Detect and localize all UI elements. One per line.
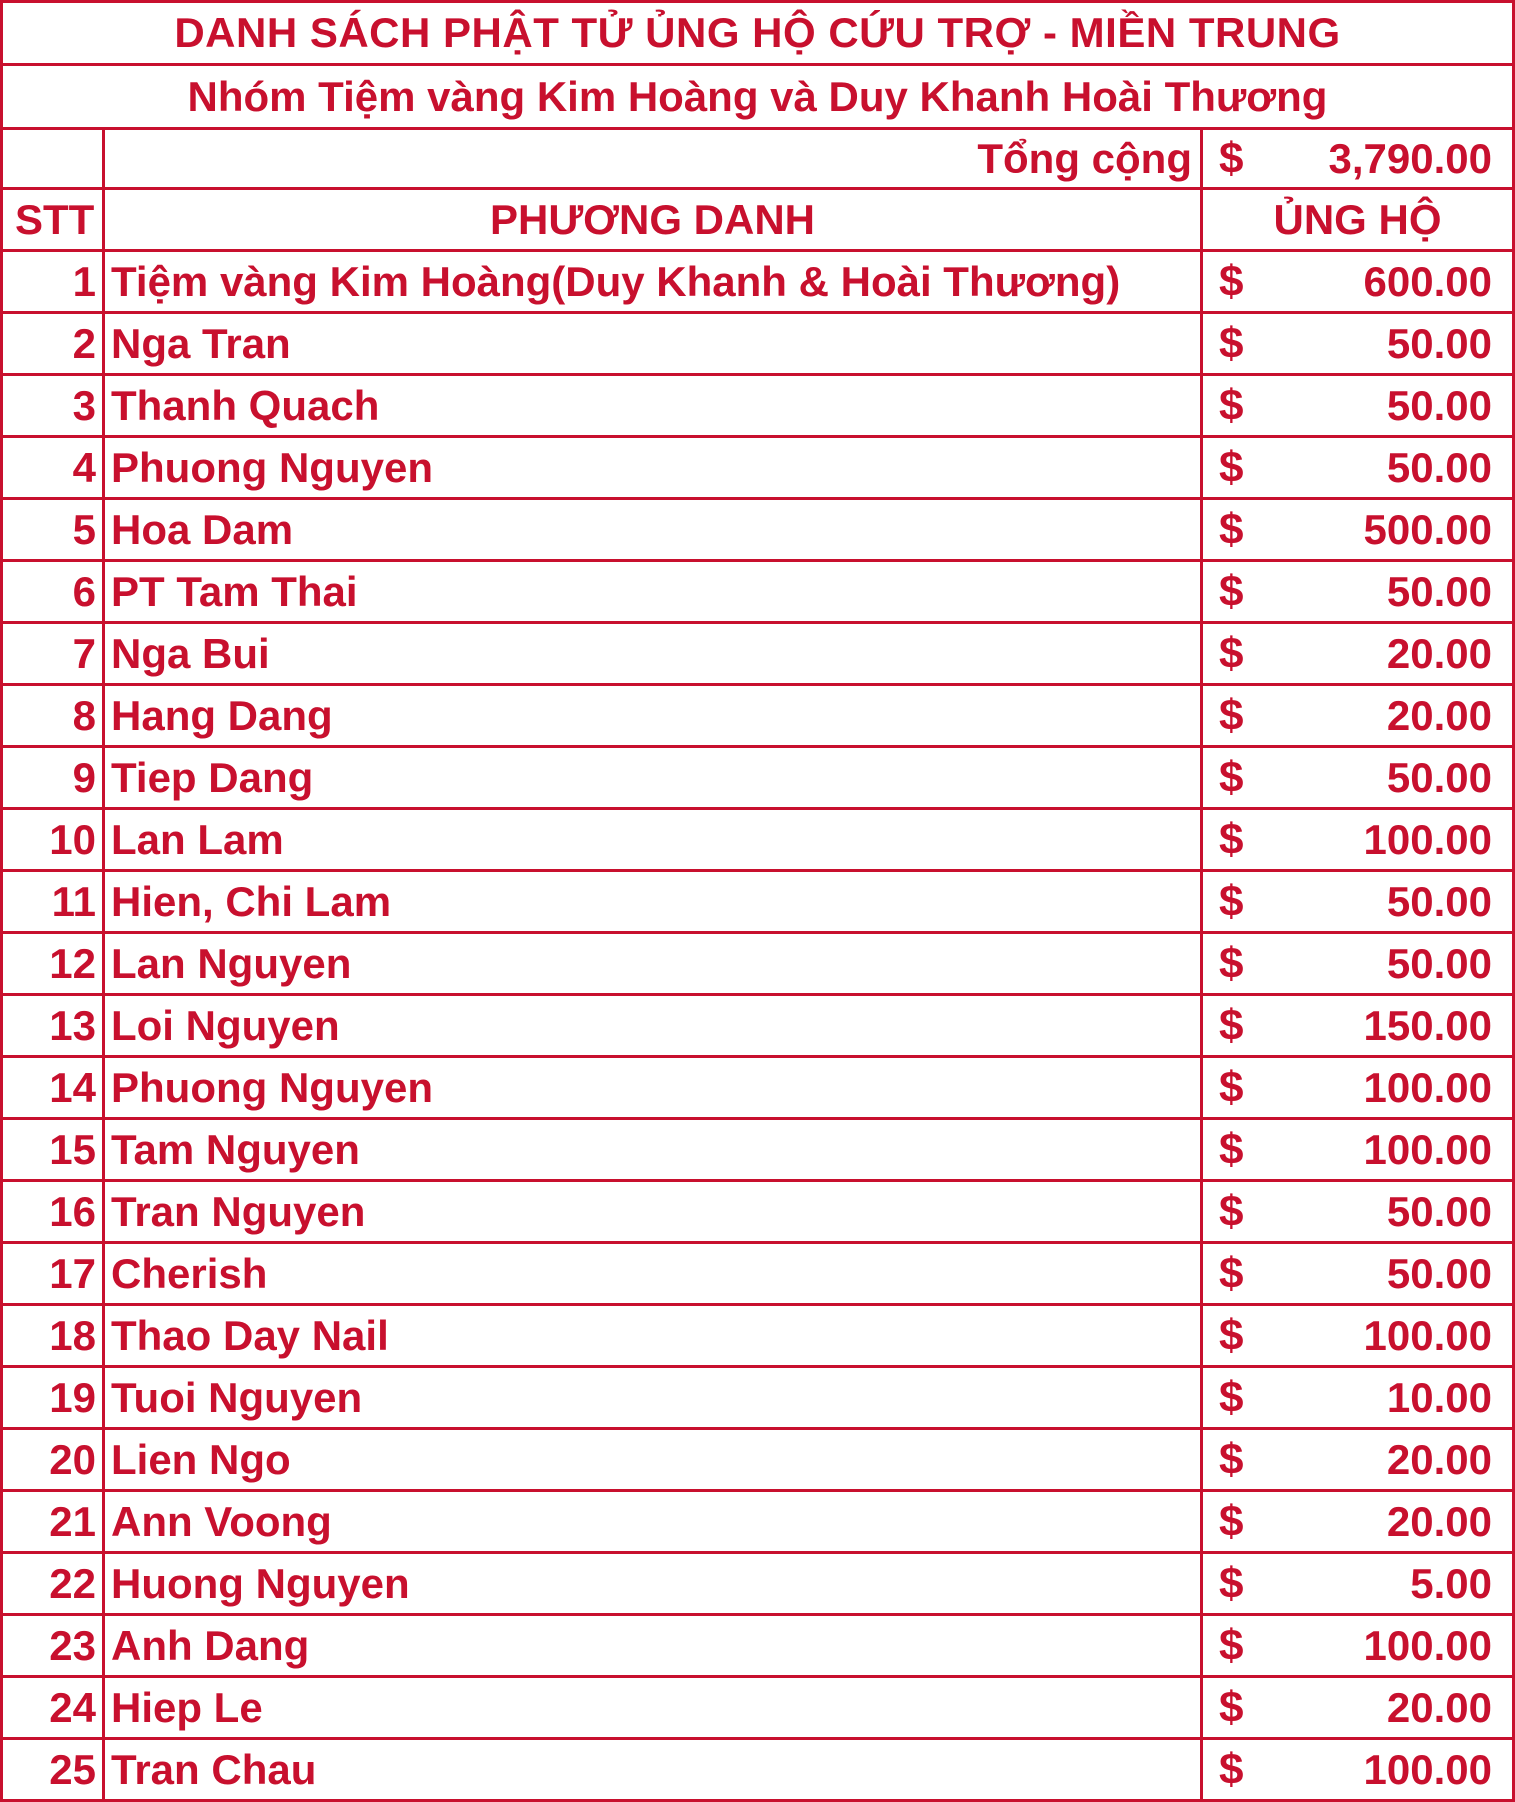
row-amount-cell [1203,1244,1515,1303]
row-name: Tiệm vàng Kim Hoàng(Duy Khanh & Hoài Thương) [111,257,1121,305]
table-row [0,1244,1515,1306]
row-amount-cell [1203,1678,1515,1737]
row-amount: 100.00 [1363,1063,1492,1111]
row-currency: $ [1219,1620,1244,1670]
row-name-cell [105,1120,1203,1179]
row-name: Thanh Quach [111,381,380,429]
row-amount-cell [1203,996,1515,1055]
row-stt-cell [0,376,105,435]
row-stt-cell [0,1058,105,1117]
row-stt-cell [0,1244,105,1303]
row-amount-cell [1203,810,1515,869]
row-currency: $ [1219,1310,1244,1360]
row-stt-cell [0,1616,105,1675]
table-row [0,1492,1515,1554]
row-amount: 5.00 [1410,1559,1492,1607]
row-name: Phuong Nguyen [111,1063,433,1111]
row-name: Anh Dang [111,1621,310,1669]
row-stt: 18 [49,1311,96,1359]
row-name: Cherish [111,1249,268,1297]
row-stt-cell [0,996,105,1055]
row-amount: 500.00 [1363,505,1492,553]
row-stt: 13 [49,1001,96,1049]
sheet-subtitle [0,66,1515,130]
row-stt: 21 [49,1497,96,1545]
row-name: Thao Day Nail [111,1311,389,1359]
row-name: Tran Nguyen [111,1187,366,1235]
row-stt: 12 [49,939,96,987]
row-amount-cell [1203,500,1515,559]
row-stt-cell [0,1368,105,1427]
row-amount: 50.00 [1386,1249,1492,1297]
row-amount: 100.00 [1363,1125,1492,1173]
row-name-cell [105,686,1203,745]
total-amount-cell [1203,130,1515,187]
row-name: Nga Bui [111,629,270,677]
row-name-cell [105,500,1203,559]
row-amount-cell [1203,686,1515,745]
row-stt-cell [0,438,105,497]
row-stt: 2 [72,319,96,367]
row-amount-cell [1203,1058,1515,1117]
row-amount-cell [1203,1430,1515,1489]
row-stt-cell [0,1120,105,1179]
table-row [0,1120,1515,1182]
row-currency: $ [1219,504,1244,554]
row-amount-cell [1203,314,1515,373]
total-label-cell [105,130,1203,187]
row-amount-cell [1203,1120,1515,1179]
row-stt: 14 [49,1063,96,1111]
header-row [0,190,1515,252]
row-amount-cell [1203,934,1515,993]
row-stt-cell [0,686,105,745]
header-stt-label: STT [15,195,95,243]
row-stt-cell [0,872,105,931]
row-stt: 8 [72,691,96,739]
header-amount-label: ỦNG HỘ [1273,195,1442,243]
table-row [0,1430,1515,1492]
row-name-cell [105,1554,1203,1613]
table-row [0,1678,1515,1740]
row-name-cell [105,1492,1203,1551]
row-stt-cell [0,314,105,373]
header-name [105,190,1203,249]
row-name: PT Tam Thai [111,567,358,615]
row-stt: 9 [72,753,96,801]
row-amount: 50.00 [1386,939,1492,987]
row-stt: 10 [49,815,96,863]
row-name: Tam Nguyen [111,1125,360,1173]
table-row [0,314,1515,376]
row-name-cell [105,1616,1203,1675]
row-currency: $ [1219,1124,1244,1174]
row-amount: 20.00 [1386,629,1492,677]
row-name: Lan Nguyen [111,939,352,987]
row-stt: 24 [49,1683,96,1731]
row-stt: 4 [72,443,96,491]
row-amount-cell [1203,376,1515,435]
row-name-cell [105,314,1203,373]
row-name-cell [105,810,1203,869]
row-stt: 22 [49,1559,96,1607]
row-stt: 1 [72,257,96,305]
row-stt: 15 [49,1125,96,1173]
row-name: Loi Nguyen [111,1001,340,1049]
row-amount: 100.00 [1363,1745,1492,1793]
table-row [0,500,1515,562]
row-stt: 7 [72,629,96,677]
row-name: Lien Ngo [111,1435,291,1483]
row-name-cell [105,252,1203,311]
row-currency: $ [1219,752,1244,802]
row-amount-cell [1203,1306,1515,1365]
table-row [0,376,1515,438]
row-stt: 23 [49,1621,96,1669]
table-row [0,810,1515,872]
row-stt-cell [0,562,105,621]
row-name-cell [105,1244,1203,1303]
header-name-label: PHƯƠNG DANH [489,195,815,243]
row-amount: 50.00 [1386,381,1492,429]
row-amount-cell [1203,748,1515,807]
row-name: Huong Nguyen [111,1559,410,1607]
row-currency: $ [1219,1434,1244,1484]
total-label: Tổng cộng [977,134,1192,182]
row-stt-cell [0,624,105,683]
row-amount: 50.00 [1386,567,1492,615]
row-name-cell [105,376,1203,435]
row-amount: 100.00 [1363,815,1492,863]
row-amount: 10.00 [1386,1373,1492,1421]
row-name-cell [105,1058,1203,1117]
row-amount-cell [1203,1554,1515,1613]
row-name: Nga Tran [111,319,291,367]
row-name-cell [105,1740,1203,1799]
row-name-cell [105,1368,1203,1427]
row-stt-cell [0,1554,105,1613]
row-amount-cell [1203,624,1515,683]
row-name-cell [105,1430,1203,1489]
row-stt-cell [0,810,105,869]
table-row [0,1740,1515,1802]
row-stt: 20 [49,1435,96,1483]
row-amount: 50.00 [1386,753,1492,801]
row-name: Lan Lam [111,815,284,863]
subtitle-text: Nhóm Tiệm vàng Kim Hoàng và Duy Khanh Hoài Thương [187,72,1328,120]
row-currency: $ [1219,814,1244,864]
row-amount-cell [1203,1492,1515,1551]
row-name: Ann Voong [111,1497,332,1545]
row-currency: $ [1219,1558,1244,1608]
row-name-cell [105,624,1203,683]
row-name: Hien, Chi Lam [111,877,392,925]
row-name-cell [105,1306,1203,1365]
title-text: DANH SÁCH PHẬT TỬ ỦNG HỘ CỨU TRỢ - MIỀN TRUNG [174,9,1341,56]
row-amount: 50.00 [1386,1187,1492,1235]
total-row [0,130,1515,190]
row-name-cell [105,748,1203,807]
row-stt-cell [0,252,105,311]
row-stt: 6 [72,567,96,615]
row-stt: 11 [51,877,96,925]
row-name: Hiep Le [111,1683,263,1731]
table-row [0,624,1515,686]
total-amount: 3,790.00 [1328,134,1492,182]
row-stt-cell [0,1678,105,1737]
row-currency: $ [1219,1682,1244,1732]
table-row [0,686,1515,748]
row-amount: 20.00 [1386,1435,1492,1483]
row-amount-cell [1203,438,1515,497]
row-stt: 16 [49,1187,96,1235]
row-stt-cell [0,1430,105,1489]
row-currency: $ [1219,1000,1244,1050]
row-amount-cell [1203,252,1515,311]
row-name-cell [105,934,1203,993]
row-amount: 50.00 [1386,877,1492,925]
row-stt-cell [0,500,105,559]
table-row [0,934,1515,996]
row-amount-cell [1203,872,1515,931]
row-stt: 19 [49,1373,96,1421]
row-amount: 20.00 [1386,691,1492,739]
table-row [0,1058,1515,1120]
row-currency: $ [1219,1372,1244,1422]
row-currency: $ [1219,1186,1244,1236]
row-stt: 25 [49,1745,96,1793]
row-stt-cell [0,1306,105,1365]
row-amount: 100.00 [1363,1311,1492,1359]
row-name: Phuong Nguyen [111,443,433,491]
row-name-cell [105,872,1203,931]
table-row [0,1306,1515,1368]
row-stt-cell [0,748,105,807]
row-amount: 20.00 [1386,1497,1492,1545]
table-row [0,1182,1515,1244]
sheet-title [0,0,1515,66]
table-row [0,252,1515,314]
row-stt-cell [0,1740,105,1799]
row-amount: 150.00 [1363,1001,1492,1049]
table-row [0,996,1515,1058]
header-amount [1203,190,1515,249]
row-amount-cell [1203,562,1515,621]
row-currency: $ [1219,1062,1244,1112]
row-currency: $ [1219,876,1244,926]
row-amount: 50.00 [1386,443,1492,491]
row-stt-cell [0,1182,105,1241]
row-stt: 3 [72,381,96,429]
row-amount-cell [1203,1740,1515,1799]
row-name-cell [105,1678,1203,1737]
row-amount: 100.00 [1363,1621,1492,1669]
row-amount-cell [1203,1616,1515,1675]
table-row [0,1616,1515,1678]
row-amount: 600.00 [1363,257,1492,305]
row-currency: $ [1219,938,1244,988]
row-amount-cell [1203,1182,1515,1241]
row-name: Tiep Dang [111,753,314,801]
table-row [0,748,1515,810]
row-name-cell [105,562,1203,621]
table-row [0,872,1515,934]
row-name-cell [105,996,1203,1055]
row-stt: 17 [49,1249,96,1297]
row-currency: $ [1219,318,1244,368]
row-amount: 50.00 [1386,319,1492,367]
header-stt [0,190,105,249]
table-row [0,562,1515,624]
table-row [0,1368,1515,1430]
row-currency: $ [1219,380,1244,430]
row-amount-cell [1203,1368,1515,1427]
row-name: Tuoi Nguyen [111,1373,363,1421]
row-name: Hoa Dam [111,505,294,553]
table-row [0,1554,1515,1616]
total-stt-cell [0,130,105,187]
total-currency: $ [1219,133,1244,183]
row-currency: $ [1219,566,1244,616]
row-name-cell [105,1182,1203,1241]
row-currency: $ [1219,256,1244,306]
row-currency: $ [1219,690,1244,740]
row-currency: $ [1219,628,1244,678]
row-stt: 5 [72,505,96,553]
table-row [0,438,1515,500]
row-stt-cell [0,1492,105,1551]
row-stt-cell [0,934,105,993]
row-currency: $ [1219,442,1244,492]
row-name: Hang Dang [111,691,333,739]
row-amount: 20.00 [1386,1683,1492,1731]
row-currency: $ [1219,1744,1244,1794]
row-name: Tran Chau [111,1745,317,1793]
row-currency: $ [1219,1496,1244,1546]
row-name-cell [105,438,1203,497]
row-currency: $ [1219,1248,1244,1298]
